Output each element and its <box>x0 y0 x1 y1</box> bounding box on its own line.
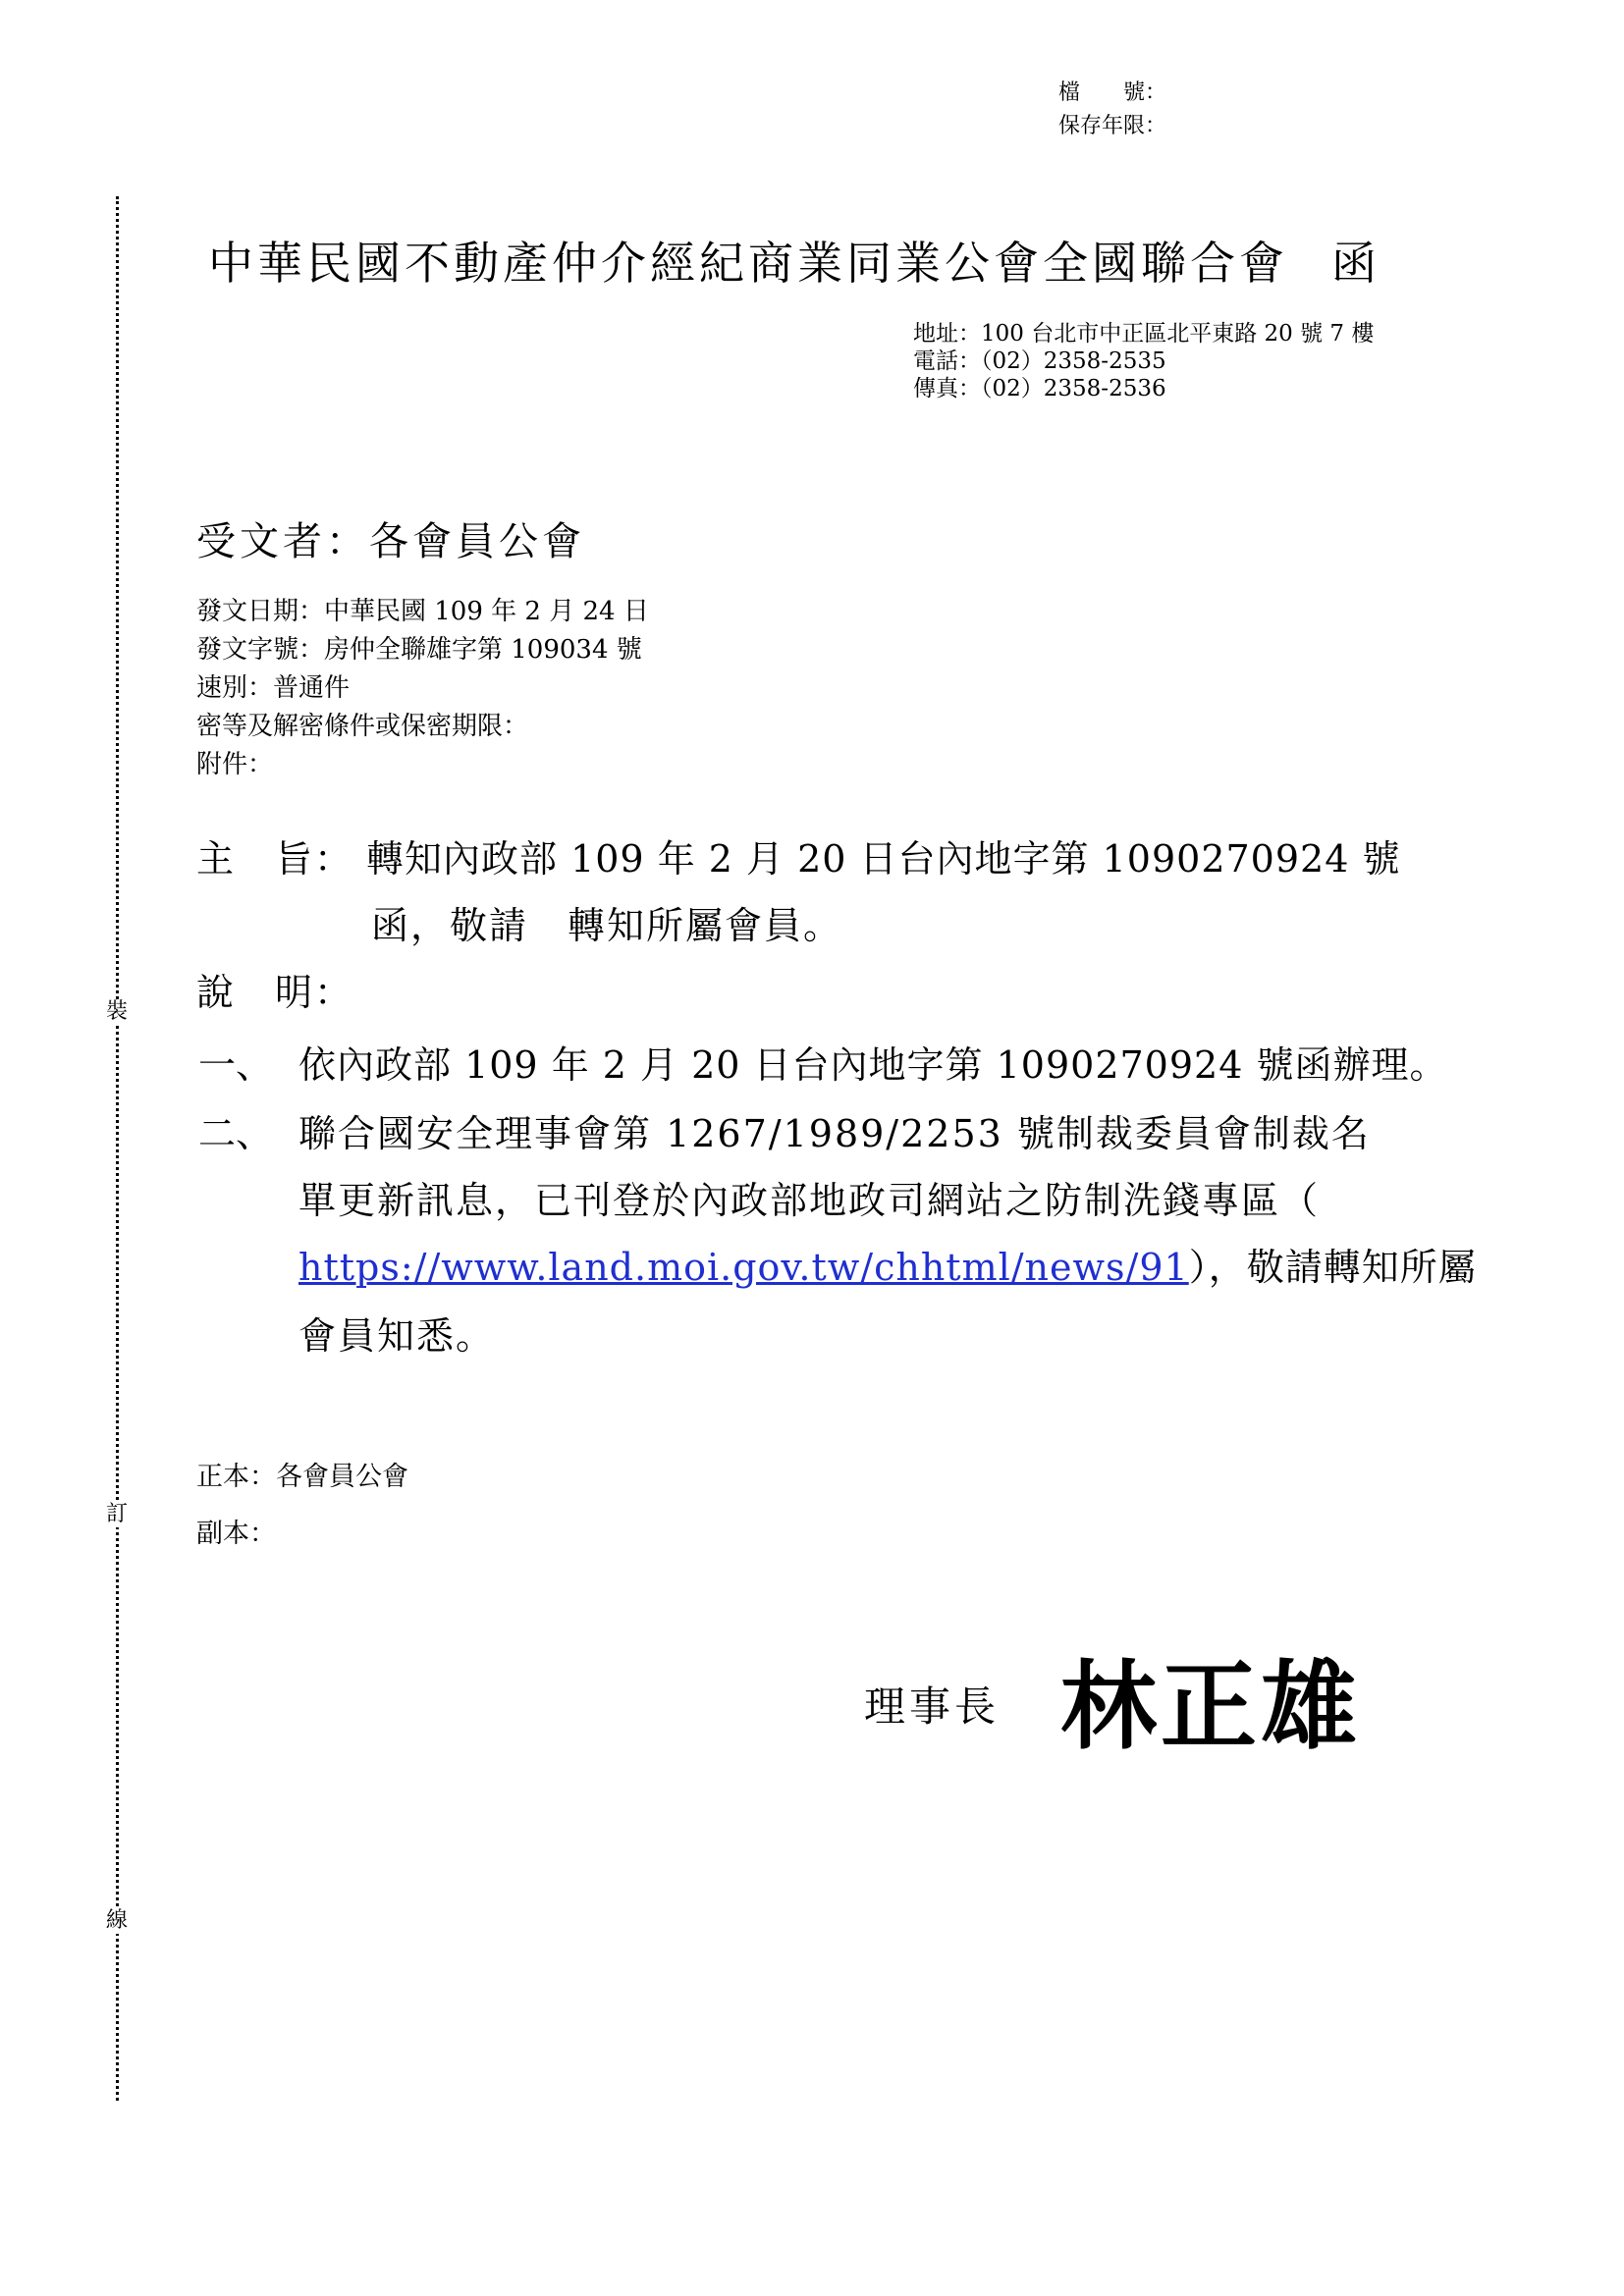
item-2-line-2: 單更新訊息，已刊登於內政部地政司網站之防制洗錢專區（ <box>298 1179 1321 1222</box>
binding-mark-ding: 訂 <box>102 1502 132 1527</box>
item-1-number: 一、 <box>198 1043 274 1087</box>
item-2-line-1: 聯合國安全理事會第 1267/1989/2253 號制裁委員會制裁名 <box>298 1112 1371 1155</box>
signatory-title: 理事長 <box>864 1682 1001 1731</box>
item-1-text: 依內政部 109 年 2 月 20 日台內地字第 1090270924 號函辦理。 <box>298 1043 1448 1087</box>
document-meta <box>196 593 649 784</box>
contact-block <box>913 320 1374 402</box>
signature-name: 林正雄 <box>1060 1651 1362 1763</box>
binding-mark-zhuang: 裝 <box>102 999 132 1025</box>
file-info <box>1058 77 1166 143</box>
explanation-label: 說 明： <box>196 971 354 1014</box>
doc-number: 發文字號：房仲全聯雄字第 109034 號 <box>196 635 642 665</box>
recipient: 受文者：各會員公會 <box>196 519 585 564</box>
phone: 電話：（02）2358-2535 <box>913 348 1166 374</box>
item-2-line-4: 會員知悉。 <box>298 1314 496 1358</box>
address: 地址：100 台北市中正區北平東路 20 號 7 樓 <box>913 321 1375 347</box>
distribution <box>196 1449 408 1563</box>
retention-label: 保存年限： <box>1058 114 1167 138</box>
secrecy: 密等及解密條件或保密期限： <box>196 712 529 741</box>
document-type: 函 <box>1331 237 1380 290</box>
binding-mark-xian: 線 <box>102 1908 132 1934</box>
subject-label: 主 旨： <box>196 837 354 881</box>
subject-line-1: 轉知內政部 109 年 2 月 20 日台內地字第 1090270924 號 <box>366 837 1401 881</box>
speed: 速別：普通件 <box>196 673 351 703</box>
issue-date: 發文日期：中華民國 109 年 2 月 24 日 <box>196 597 649 626</box>
subject-line-2: 函，敬請 轉知所屬會員。 <box>371 904 843 947</box>
item-2-line-3 <box>298 1237 1477 1291</box>
fax: 傳真：（02）2358-2536 <box>913 376 1166 401</box>
copy-recipients: 副本： <box>196 1519 276 1549</box>
binding-line <box>116 196 119 2101</box>
organization-name: 中華民國不動產仲介經紀商業同業公會全國聯合會 <box>208 237 1288 290</box>
moi-news-link[interactable]: https://www.land.moi.gov.tw/chhtml/news/91 <box>298 1246 1189 1289</box>
item-2-number: 二、 <box>198 1112 274 1155</box>
attachment: 附件： <box>196 750 274 779</box>
item-2-line-3-text: ），敬請轉知所屬 <box>1188 1246 1477 1289</box>
original-recipients: 正本：各會員公會 <box>196 1462 408 1492</box>
file-number-label: 檔 號： <box>1058 80 1167 105</box>
document-title <box>208 228 1380 293</box>
